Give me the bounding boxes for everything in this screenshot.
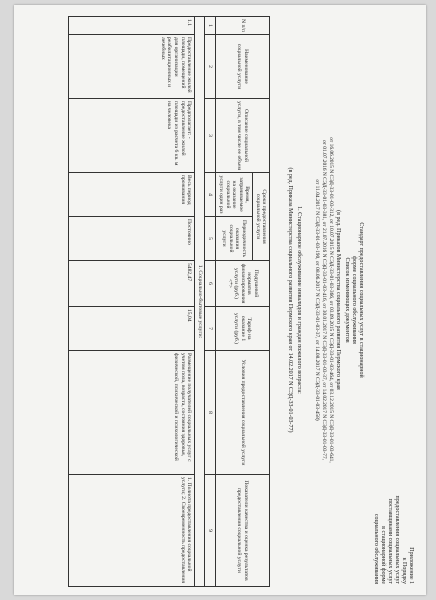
row-frequency: Постоянно bbox=[68, 217, 194, 261]
appendix-line-5: в стационарной форме bbox=[380, 526, 386, 584]
section-ref: (в ред. Приказа Министерства социального развития Пермского края от 14.02.2017 N СЭД-33-01-03-77) bbox=[287, 167, 293, 433]
ref-line-3: от 01.07.2016 N СЭД-33-01-03-381, от 21.07.2016 N СЭД-33-01-03-416, от 30.01.2017 N СЭД-33-01-03-37, от 14.02.2017 N СЭД-33-01-03-77, bbox=[321, 139, 327, 460]
col-number: 3 bbox=[205, 99, 216, 173]
ref-line-2: от 16.06.2015 N СЭД-33-01-03-312, от 10.07.2015 N СЭД-33-01-03-366, от 03.09.2015 N СЭД-33-01-03-464, от 03.12.2015 N СЭД-33-01-03-641, bbox=[328, 137, 334, 463]
row-conditions: Размещение получателей социальных услуг с учетом пола, возраста, состояния здоровья, физической, психической и психологической bbox=[68, 351, 194, 475]
ref-line-1: (в ред. Приказов Министерства социального развития Пермского края bbox=[335, 210, 341, 390]
group-heading: 1. Социально-бытовые услуги: bbox=[194, 17, 205, 587]
col-number: 5 bbox=[205, 217, 216, 261]
row-num: 1.1 bbox=[68, 17, 194, 35]
header-quality: Показатели качества и оценка результатов предоставления социальной услуги bbox=[215, 475, 269, 587]
appendix-line-3: предоставления социальных услуг bbox=[394, 495, 400, 584]
title-line-2: форме социального обслуживания bbox=[351, 256, 357, 344]
col-number: 1 bbox=[205, 17, 216, 35]
appendix-line-6: социального обслуживания bbox=[373, 513, 379, 584]
row-name: Предоставление жилой площади, помещений для организации реабилитационных и лечебных bbox=[68, 35, 194, 99]
col-number: 2 bbox=[205, 35, 216, 99]
header-time: Время, затрачиваемое на оказание социальной услуги один раз bbox=[215, 173, 252, 217]
row-description: Предполагает: - предоставление жилой площади из расчета 6 кв. м на человека bbox=[68, 99, 194, 173]
scanned-page bbox=[14, 5, 426, 595]
col-number: 4 bbox=[205, 173, 216, 217]
header-name: Наименование социальной услуги bbox=[215, 35, 269, 99]
row-quality: 1. Полнота предоставления социальной услуги; 2. Своевременность предоставления bbox=[68, 475, 194, 587]
header-terms: Сроки предоставления социальной услуги bbox=[252, 173, 269, 261]
changes-heading: Список изменяющих документов bbox=[344, 257, 350, 343]
header-norm: Подушевой норматив финансирования услуги (руб.) <*> bbox=[215, 261, 269, 307]
section-heading: 1. Стационарное обслуживание инвалидов и граждан пожилого возраста: bbox=[296, 206, 302, 394]
appendix-line-2: к Порядку bbox=[401, 557, 407, 584]
col-number: 7 bbox=[205, 307, 216, 351]
row-norm: 5482,47 bbox=[68, 261, 194, 307]
title-line-1: Стандарт предоставления социальных услуг в стационарной bbox=[358, 222, 364, 378]
header-desc: Описание социальной услуги, в том числе ее объем bbox=[215, 99, 269, 173]
col-number: 8 bbox=[205, 351, 216, 475]
header-conditions: Условия предоставления социальной услуги bbox=[215, 351, 269, 475]
ref-line-4: от 11.04.2017 N СЭД-33-01-03-190, от 08.06.2017 N СЭД-33-01-03-37, от 14.08.2017 N СЭД-33-01-03-458) bbox=[314, 179, 320, 421]
header-frequency: Периодичность оказания социальной услуги bbox=[215, 217, 252, 261]
col-number: 6 bbox=[205, 261, 216, 307]
appendix-line-4: поставщиками социальных услуг bbox=[387, 498, 393, 584]
standards-table bbox=[68, 16, 270, 587]
rotated-content bbox=[20, 10, 420, 590]
appendix-line-1: Приложение 1 bbox=[408, 547, 414, 584]
header-num: N п/п bbox=[215, 17, 269, 35]
row-tariff: 15,04 bbox=[68, 307, 194, 351]
header-tariff: Тариф на оказание 1 услуги (руб.) bbox=[215, 307, 269, 351]
col-number: 9 bbox=[205, 475, 216, 587]
row-time: Весь период проживания bbox=[68, 173, 194, 217]
